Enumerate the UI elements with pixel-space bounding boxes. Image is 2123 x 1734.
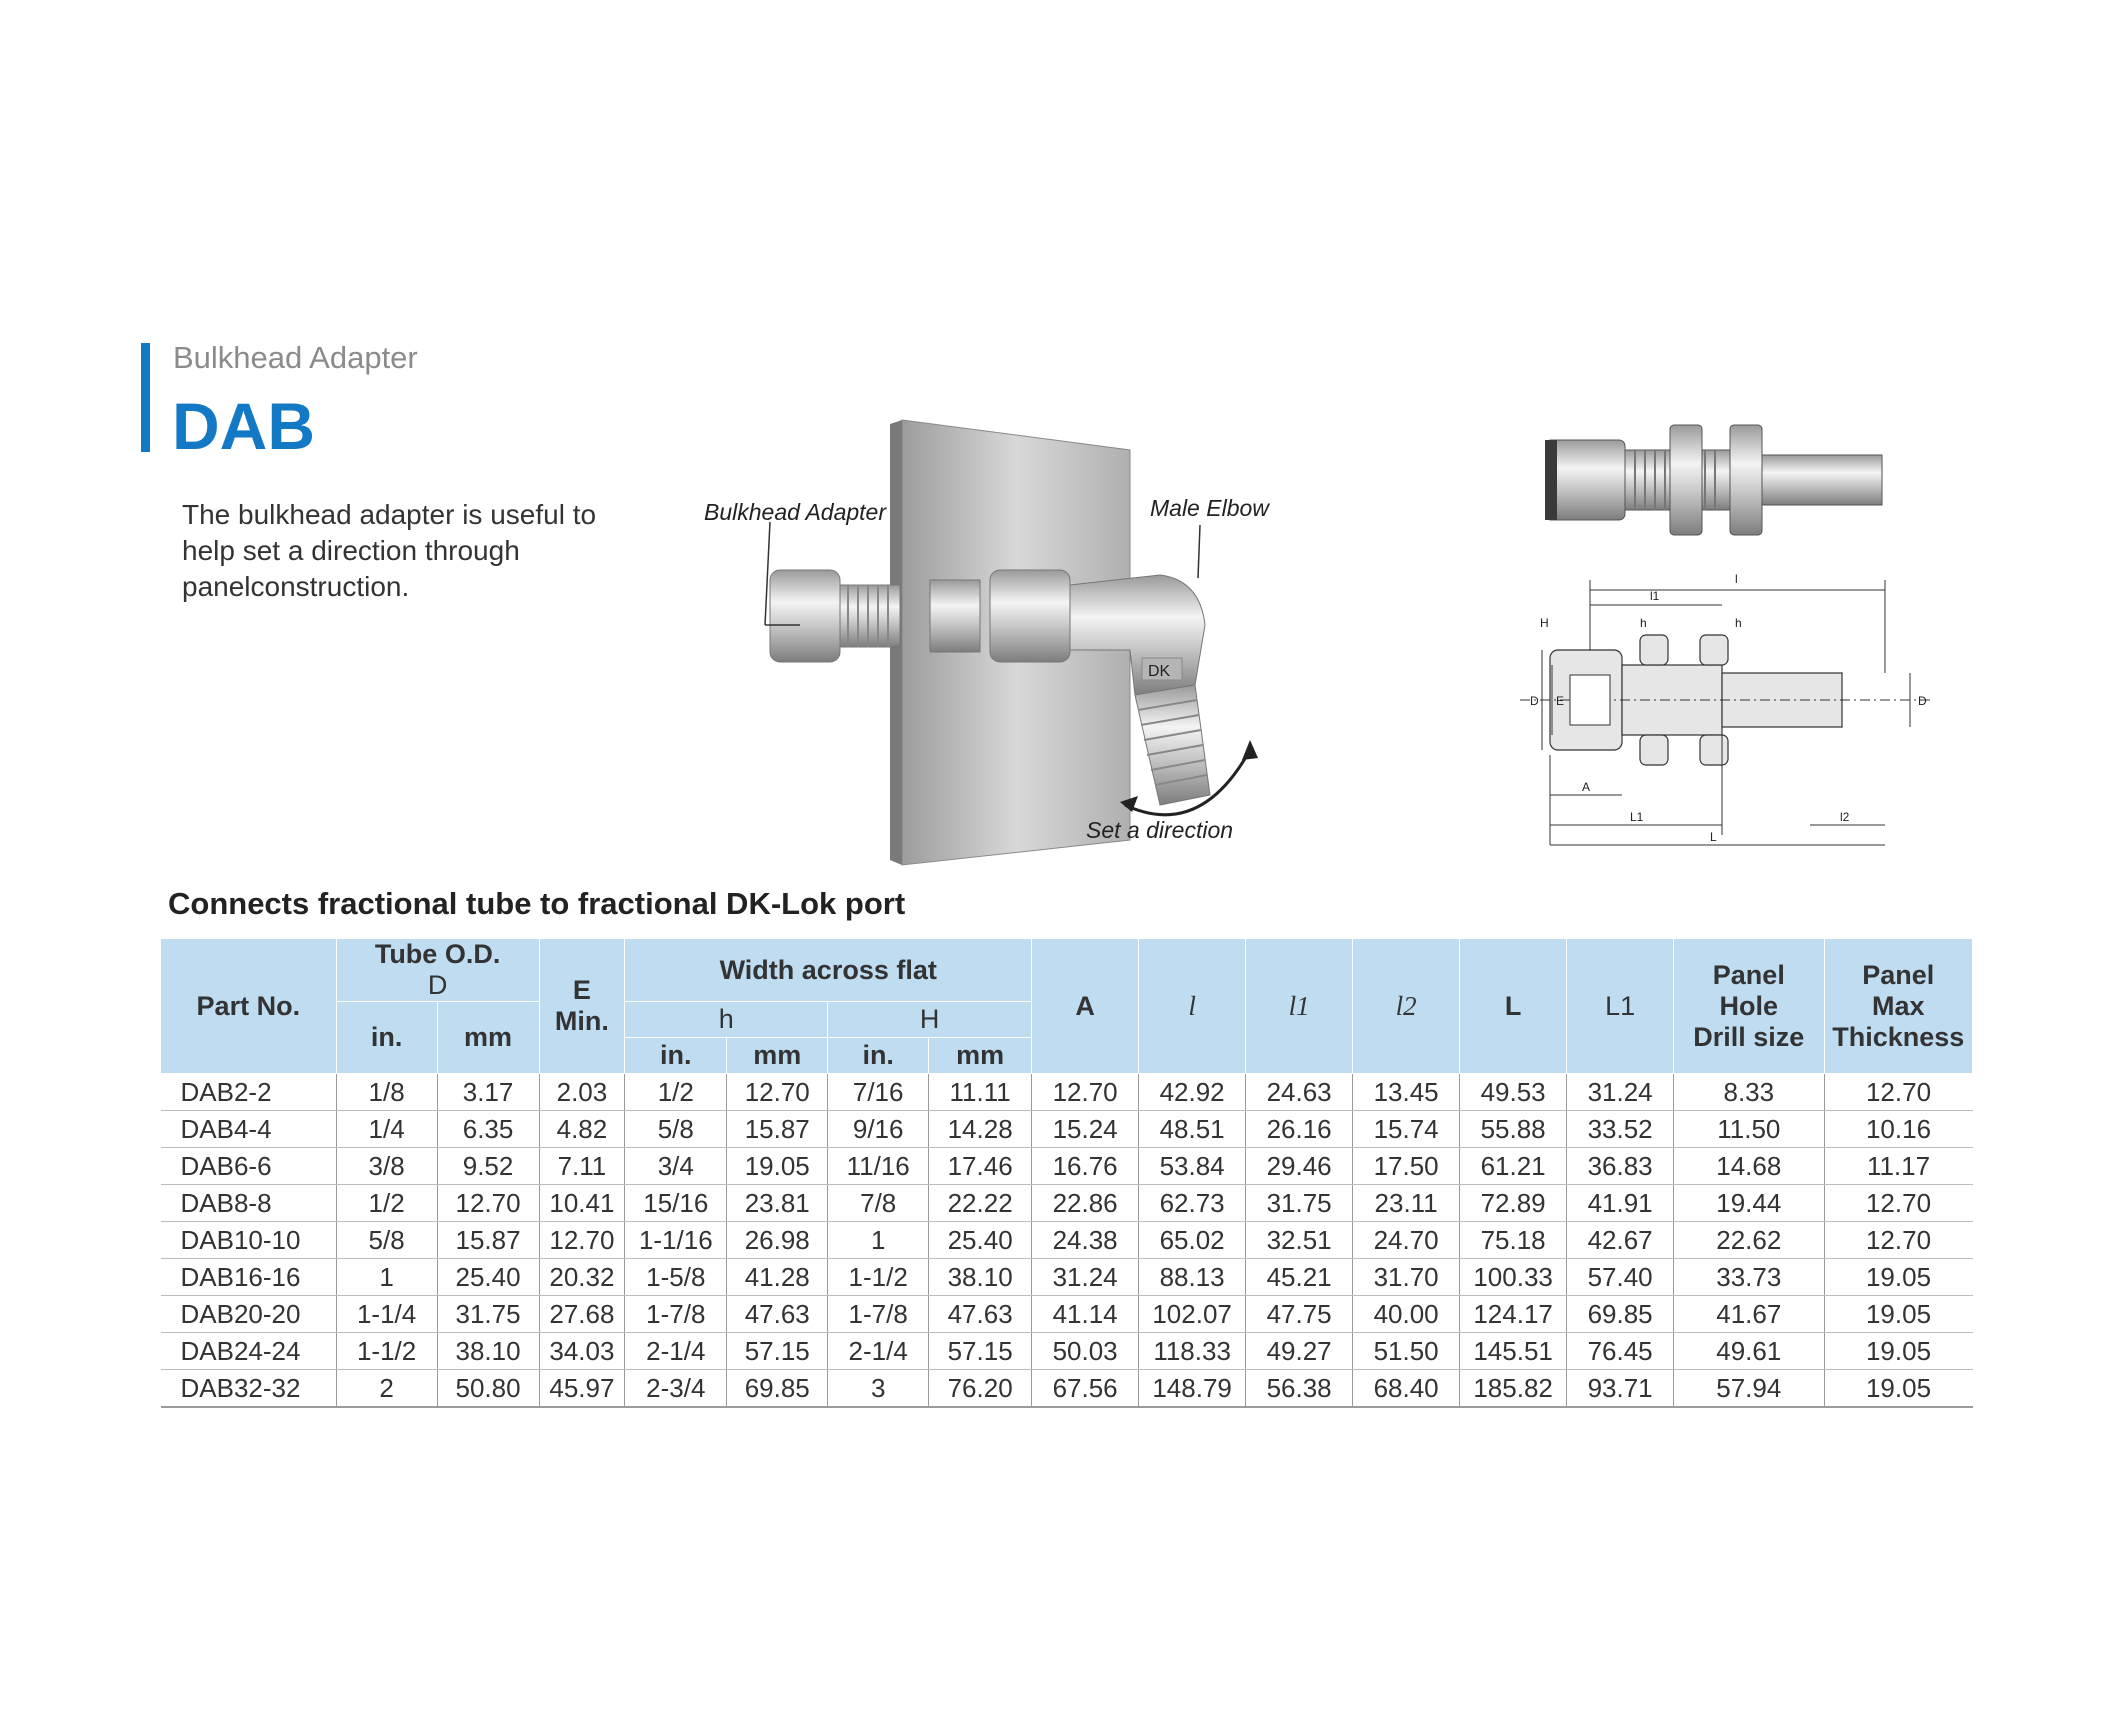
bulkhead-illustration: [690, 410, 1350, 870]
table-cell: 26.16: [1246, 1111, 1353, 1148]
table-cell: 124.17: [1460, 1296, 1567, 1333]
table-cell: 62.73: [1139, 1185, 1246, 1222]
table-cell: 33.73: [1674, 1259, 1824, 1296]
table-cell: 19.05: [1824, 1259, 1972, 1296]
header-h-small: h: [625, 1002, 828, 1038]
table-cell: 23.81: [727, 1185, 828, 1222]
header-tube-od-label: Tube O.D.: [374, 939, 501, 969]
table-cell: 31.75: [437, 1296, 539, 1333]
table-cell: 40.00: [1353, 1296, 1460, 1333]
table-cell: 1: [336, 1259, 437, 1296]
table-cell: 9.52: [437, 1148, 539, 1185]
table-cell: 25.40: [929, 1222, 1032, 1259]
table-cell: 1/2: [336, 1185, 437, 1222]
table-cell: 12.70: [1824, 1074, 1972, 1111]
table-cell: 12.70: [727, 1074, 828, 1111]
table-cell: 47.75: [1246, 1296, 1353, 1333]
table-cell: 38.10: [437, 1333, 539, 1370]
table-cell: 11/16: [828, 1148, 929, 1185]
table-cell: 118.33: [1139, 1333, 1246, 1370]
header-panel-max-line3: Thickness: [1832, 1021, 1965, 1052]
table-cell: 48.51: [1139, 1111, 1246, 1148]
table-cell: 75.18: [1460, 1222, 1567, 1259]
table-cell: 11.50: [1674, 1111, 1824, 1148]
label-male-elbow: Male Elbow: [1150, 495, 1269, 521]
table-cell: 93.71: [1567, 1370, 1674, 1408]
table-cell: 34.03: [539, 1333, 625, 1370]
dim-D-right: D: [1918, 694, 1927, 708]
table-cell: 57.94: [1674, 1370, 1824, 1408]
table-cell: 2-1/4: [625, 1333, 727, 1370]
table-cell: 15/16: [625, 1185, 727, 1222]
header-L1: L1: [1567, 939, 1674, 1074]
table-cell: 7.11: [539, 1148, 625, 1185]
table-cell: 49.53: [1460, 1074, 1567, 1111]
table-cell: 1-5/8: [625, 1259, 727, 1296]
header-width-across-flat: Width across flat: [625, 939, 1032, 1002]
table-cell: 57.40: [1567, 1259, 1674, 1296]
product-code-title: DAB: [172, 389, 315, 463]
table-cell: 145.51: [1460, 1333, 1567, 1370]
header-min-label: Min.: [554, 1006, 609, 1036]
label-set-direction: Set a direction: [1086, 817, 1234, 843]
table-row: [161, 1333, 1973, 1370]
product-category: Bulkhead Adapter: [173, 340, 418, 375]
header-panel-max-line1: Panel: [1862, 959, 1935, 990]
table-cell: 12.70: [1824, 1185, 1972, 1222]
table-cell: 41.67: [1674, 1296, 1824, 1333]
table-cell: 42.92: [1139, 1074, 1246, 1111]
table-row: [161, 1370, 1973, 1408]
table-cell: 1-1/2: [336, 1333, 437, 1370]
table-cell: 102.07: [1139, 1296, 1246, 1333]
table-cell: 9/16: [828, 1111, 929, 1148]
table-cell: 57.15: [727, 1333, 828, 1370]
part-number-cell: DAB16-16: [161, 1259, 337, 1296]
table-cell: 47.63: [727, 1296, 828, 1333]
table-cell: 7/16: [828, 1074, 929, 1111]
table-cell: 20.32: [539, 1259, 625, 1296]
table-cell: 1-1/16: [625, 1222, 727, 1259]
table-cell: 31.24: [1567, 1074, 1674, 1111]
table-cell: 1/2: [625, 1074, 727, 1111]
table-cell: 42.67: [1567, 1222, 1674, 1259]
table-cell: 12.70: [1032, 1074, 1139, 1111]
table-cell: 5/8: [625, 1111, 727, 1148]
table-cell: 19.44: [1674, 1185, 1824, 1222]
dim-A: A: [1582, 780, 1591, 794]
table-cell: 72.89: [1460, 1185, 1567, 1222]
table-cell: 41.91: [1567, 1185, 1674, 1222]
adapter-hex-right: [930, 580, 980, 652]
table-row: [161, 1185, 1973, 1222]
table-cell: 6.35: [437, 1111, 539, 1148]
table-cell: 11.11: [929, 1074, 1032, 1111]
accent-bar: [141, 343, 150, 452]
table-cell: 29.46: [1246, 1148, 1353, 1185]
table-row: [161, 1296, 1973, 1333]
header-L: L: [1460, 939, 1567, 1074]
table-cell: 3/4: [625, 1148, 727, 1185]
table-cell: 27.68: [539, 1296, 625, 1333]
table-cell: 3.17: [437, 1074, 539, 1111]
table-cell: 10.41: [539, 1185, 625, 1222]
table-cell: 17.46: [929, 1148, 1032, 1185]
table-cell: 1/4: [336, 1111, 437, 1148]
table-cell: 19.05: [1824, 1296, 1972, 1333]
table-cell: 51.50: [1353, 1333, 1460, 1370]
table-cell: 1-1/4: [336, 1296, 437, 1333]
table-cell: 2: [336, 1370, 437, 1408]
dim-l1: l1: [1650, 589, 1660, 603]
table-cell: 61.21: [1460, 1148, 1567, 1185]
table-cell: 45.97: [539, 1370, 625, 1408]
table-cell: 68.40: [1353, 1370, 1460, 1408]
header-tube-d: D: [427, 970, 448, 1000]
table-cell: 100.33: [1460, 1259, 1567, 1296]
brand-mark: DK: [1148, 663, 1171, 680]
header-h-small-in: in.: [625, 1038, 727, 1074]
dim-l: l: [1735, 572, 1738, 586]
table-row: [161, 1111, 1973, 1148]
table-cell: 50.80: [437, 1370, 539, 1408]
table-cell: 36.83: [1567, 1148, 1674, 1185]
header-e-min: [539, 939, 625, 1074]
table-cell: 25.40: [437, 1259, 539, 1296]
table-cell: 65.02: [1139, 1222, 1246, 1259]
dim-D-left: D: [1530, 694, 1539, 708]
table-cell: 24.70: [1353, 1222, 1460, 1259]
header-panel-max-line2: Max: [1871, 990, 1925, 1021]
table-cell: 57.15: [929, 1333, 1032, 1370]
table-cell: 1-1/2: [828, 1259, 929, 1296]
part-number-cell: DAB10-10: [161, 1222, 337, 1259]
table-row: [161, 1148, 1973, 1185]
part-number-cell: DAB32-32: [161, 1370, 337, 1408]
table-cell: 14.68: [1674, 1148, 1824, 1185]
table-cell: 38.10: [929, 1259, 1032, 1296]
header-panel-max-thickness: [1824, 939, 1972, 1074]
table-cell: 41.28: [727, 1259, 828, 1296]
table-cell: 47.63: [929, 1296, 1032, 1333]
table-cell: 13.45: [1353, 1074, 1460, 1111]
table-cell: 11.17: [1824, 1148, 1972, 1185]
table-cell: 12.70: [437, 1185, 539, 1222]
table-cell: 3/8: [336, 1148, 437, 1185]
table-cell: 67.56: [1032, 1370, 1139, 1408]
header-panel-hole-drill: [1674, 939, 1824, 1074]
table-cell: 1-7/8: [828, 1296, 929, 1333]
table-cell: 32.51: [1246, 1222, 1353, 1259]
product-description: The bulkhead adapter is useful to help set a direction through panelconstruction.: [182, 499, 597, 602]
table-cell: 69.85: [1567, 1296, 1674, 1333]
dim-H: H: [1540, 616, 1549, 630]
table-cell: 7/8: [828, 1185, 929, 1222]
header-l: l: [1139, 939, 1246, 1074]
header-part-no: Part No.: [161, 939, 337, 1074]
table-cell: 15.24: [1032, 1111, 1139, 1148]
table-cell: 22.86: [1032, 1185, 1139, 1222]
table-cell: 76.45: [1567, 1333, 1674, 1370]
part-number-cell: DAB20-20: [161, 1296, 337, 1333]
header-tube-in: in.: [336, 1002, 437, 1074]
table-cell: 3: [828, 1370, 929, 1408]
dim-E: E: [1556, 694, 1565, 708]
header-panel-hole-line2: Hole: [1719, 990, 1779, 1021]
header-tube-mm: mm: [437, 1002, 539, 1074]
table-cell: 12.70: [1824, 1222, 1972, 1259]
header-h-large: H: [828, 1002, 1032, 1038]
table-cell: 49.27: [1246, 1333, 1353, 1370]
table-cell: 1-7/8: [625, 1296, 727, 1333]
product-photo: [1545, 410, 1905, 540]
adapter-nut-left: [770, 570, 840, 662]
table-cell: 50.03: [1032, 1333, 1139, 1370]
header-h-large-mm: mm: [929, 1038, 1032, 1074]
table-cell: 55.88: [1460, 1111, 1567, 1148]
table-cell: 2.03: [539, 1074, 625, 1111]
table-cell: 148.79: [1139, 1370, 1246, 1408]
table-cell: 49.61: [1674, 1333, 1824, 1370]
table-cell: 12.70: [539, 1222, 625, 1259]
table-cell: 1: [828, 1222, 929, 1259]
table-cell: 2-3/4: [625, 1370, 727, 1408]
dim-L1: L1: [1630, 810, 1644, 824]
table-cell: 4.82: [539, 1111, 625, 1148]
table-cell: 19.05: [727, 1148, 828, 1185]
table-cell: 10.16: [1824, 1111, 1972, 1148]
table-cell: 5/8: [336, 1222, 437, 1259]
dim-h-left: h: [1640, 616, 1647, 630]
header-l1: l1: [1246, 939, 1353, 1074]
header-h-large-in: in.: [828, 1038, 929, 1074]
part-number-cell: DAB24-24: [161, 1333, 337, 1370]
table-cell: 31.70: [1353, 1259, 1460, 1296]
table-cell: 15.87: [437, 1222, 539, 1259]
table-cell: 53.84: [1139, 1148, 1246, 1185]
elbow-nut: [990, 570, 1070, 662]
table-cell: 88.13: [1139, 1259, 1246, 1296]
dim-l2: l2: [1840, 810, 1850, 824]
part-number-cell: DAB6-6: [161, 1148, 337, 1185]
table-cell: 41.14: [1032, 1296, 1139, 1333]
table-cell: 22.22: [929, 1185, 1032, 1222]
dimension-drawing: [1490, 555, 1960, 855]
header-e-label: E: [572, 975, 591, 1005]
table-cell: 185.82: [1460, 1370, 1567, 1408]
label-bulkhead-adapter: Bulkhead Adapter: [704, 499, 887, 525]
table-cell: 33.52: [1567, 1111, 1674, 1148]
table-cell: 76.20: [929, 1370, 1032, 1408]
table-cell: 1/8: [336, 1074, 437, 1111]
table-row: [161, 1259, 1973, 1296]
table-cell: 31.75: [1246, 1185, 1353, 1222]
header-panel-hole-line1: Panel: [1712, 959, 1785, 990]
table-row: [161, 1222, 1973, 1259]
table-cell: 31.24: [1032, 1259, 1139, 1296]
header-tube-od: [336, 939, 539, 1002]
table-cell: 69.85: [727, 1370, 828, 1408]
header-panel-hole-line3: Drill size: [1693, 1021, 1805, 1052]
table-cell: 24.63: [1246, 1074, 1353, 1111]
spec-table-body: [161, 1074, 1973, 1408]
table-cell: 8.33: [1674, 1074, 1824, 1111]
table-cell: 23.11: [1353, 1185, 1460, 1222]
table-cell: 56.38: [1246, 1370, 1353, 1408]
table-heading: Connects fractional tube to fractional DK-Lok port: [168, 886, 906, 921]
table-cell: 16.76: [1032, 1148, 1139, 1185]
header-l2: l2: [1353, 939, 1460, 1074]
dim-h-right: h: [1735, 616, 1742, 630]
table-cell: 45.21: [1246, 1259, 1353, 1296]
table-cell: 19.05: [1824, 1370, 1972, 1408]
table-cell: 26.98: [727, 1222, 828, 1259]
table-cell: 14.28: [929, 1111, 1032, 1148]
table-cell: 24.38: [1032, 1222, 1139, 1259]
header-a: A: [1032, 939, 1139, 1074]
table-cell: 15.87: [727, 1111, 828, 1148]
dim-L: L: [1710, 830, 1717, 844]
part-number-cell: DAB4-4: [161, 1111, 337, 1148]
part-number-cell: DAB2-2: [161, 1074, 337, 1111]
table-cell: 22.62: [1674, 1222, 1824, 1259]
table-cell: 19.05: [1824, 1333, 1972, 1370]
table-cell: 2-1/4: [828, 1333, 929, 1370]
part-number-cell: DAB8-8: [161, 1185, 337, 1222]
spec-table: [160, 938, 1973, 1408]
table-cell: 15.74: [1353, 1111, 1460, 1148]
table-cell: 17.50: [1353, 1148, 1460, 1185]
table-row: [161, 1074, 1973, 1111]
header-h-small-mm: mm: [727, 1038, 828, 1074]
